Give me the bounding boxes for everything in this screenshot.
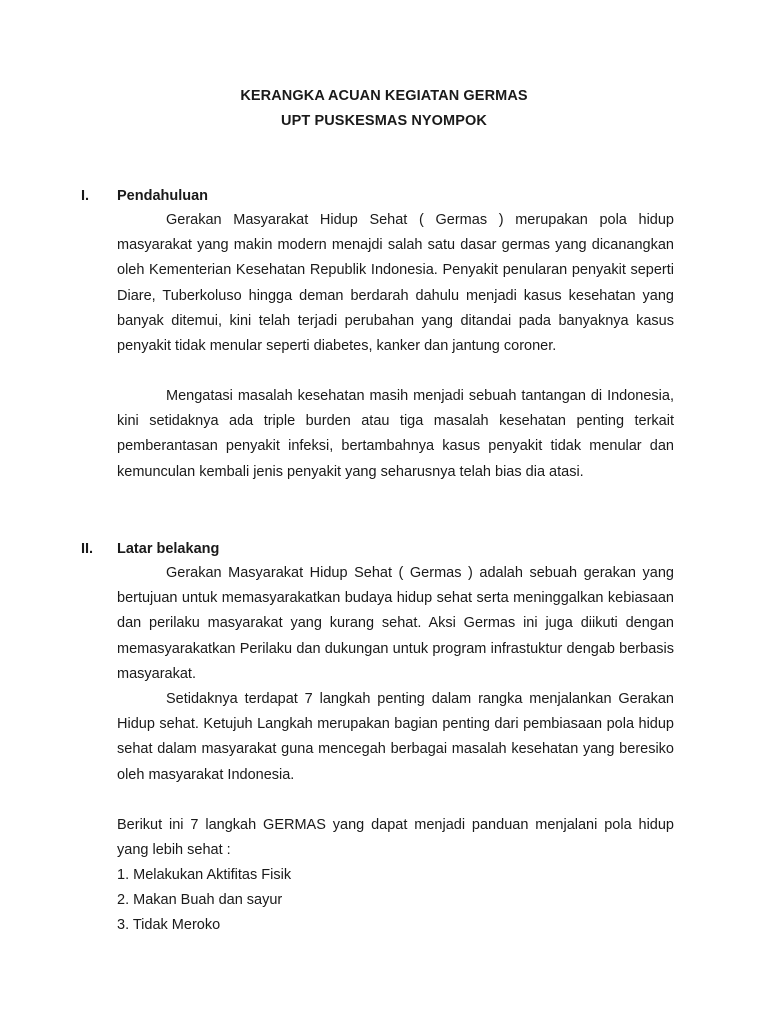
section-heading: Pendahuluan	[117, 188, 209, 204]
document-subtitle: UPT PUSKESMAS NYOMPOK	[281, 113, 487, 129]
list-item: 2. Makan Buah dan sayur	[117, 892, 283, 909]
steps-list	[117, 863, 674, 939]
section-number: I.	[81, 188, 90, 204]
list-item: 1. Melakukan Aktifitas Fisik	[117, 867, 292, 883]
document-title: KERANGKA ACUAN KEGIATAN GERMAS	[240, 88, 528, 104]
paragraph: Gerakan Masyarakat Hidup Sehat ( Germas ) adalah sebuah gerakan yang bertujuan untuk memasyarakatkan budaya hidup sehat serta meninggalkan kebiasaan dan perilaku masyarakat yang kurang sehat. Aksi Germas ini juga diikuti dengan memasyarakatkan Perilaku dan dukungan untuk program infrastuktur dengab berbasis masyarakat.	[117, 565, 674, 682]
paragraph: Berikut ini 7 langkah GERMAS yang dapat menjadi panduan menjalani pola hidup yang lebih sehat :	[117, 817, 674, 859]
paragraph: Mengatasi masalah kesehatan masih menjadi sebuah tantangan di Indonesia, kini setidaknya ada triple burden atau tiga masalah kesehatan penting terkait pemberantasan penyakit infeksi, bertambahnya kasus penyakit tidak menular dan kemunculan kembali jenis penyakit yang seharusnya telah bias dia atasi.	[117, 388, 674, 480]
paragraph: Setidaknya terdapat 7 langkah penting dalam rangka menjalankan Gerakan Hidup sehat. Ketujuh Langkah merupakan bagian penting dari pembiasaan pola hidup sehat dalam masyarakat guna mencegah berbagai masalah kesehatan yang beresiko oleh masyarakat Indonesia.	[117, 691, 674, 783]
paragraph: Gerakan Masyarakat Hidup Sehat ( Germas ) merupakan pola hidup masyarakat yang makin modern menajdi salah satu dasar germas yang dicanangkan oleh Kementerian Kesehatan Republik Indonesia. Penyakit penularan penyakit seperti Diare, Tuberkoluso hingga deman berdarah dahulu menjadi kasus kesehatan yang banyak ditemui, kini telah terjadi perubahan yang ditandai pada banyaknya kasus penyakit tidak menular seperti diabetes, kanker dan jantung coroner.	[117, 212, 674, 355]
list-item: 3. Tidak Meroko	[117, 917, 221, 934]
section-heading: Latar belakang	[117, 541, 220, 557]
section-number: II.	[81, 541, 94, 557]
